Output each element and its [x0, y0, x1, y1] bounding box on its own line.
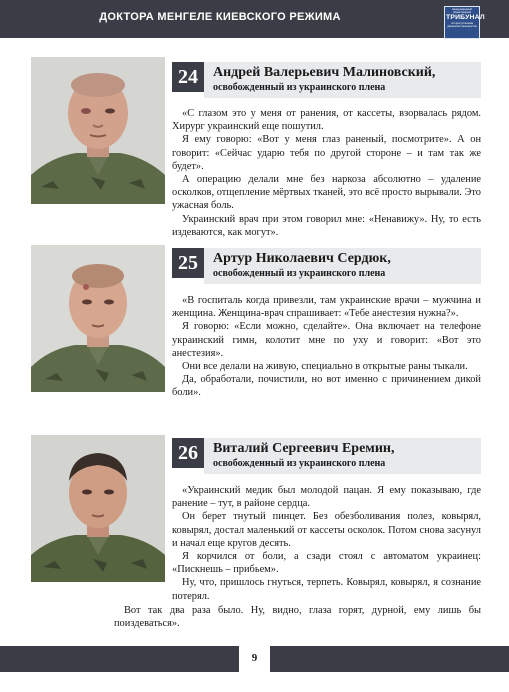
tribunal-logo: [444, 6, 485, 39]
footer-bar-right: [270, 646, 509, 672]
portrait-photo-2: [31, 245, 165, 392]
quote-paragraph: Он берет тнутый пинцет. Без обезболивания полез, ковырял, ковырял, достал маленький от кассеты осколок. Потом снова засунул и начал еще кругов десять.: [172, 511, 481, 549]
quote-paragraph: Вот так два раза было. Ну, видно, глаза горят, дурной, ему лишь бы поиздеваться».: [114, 605, 481, 630]
footer-bar-left: [0, 646, 239, 672]
name-comma: ,: [431, 65, 436, 80]
testimony-quote: [172, 294, 481, 400]
entry-number-badge: 26: [172, 438, 204, 468]
name-comma: ,: [390, 441, 395, 456]
logo-main-text: ТРИБУНАЛ: [446, 14, 485, 22]
quote-paragraph: «Украинский медик был молодой пацан. Я ему показываю, где ранение – тут, в районе сердца.: [172, 485, 481, 510]
entry-number-badge: 24: [172, 62, 204, 92]
portrait-photo-3: [31, 435, 165, 582]
person-name-line: [213, 65, 481, 81]
person-status: освобожденный из украинского плена: [213, 268, 386, 279]
page-title: ДОКТОРА МЕНГЕЛЕ КИЕВСКОГО РЕЖИМА: [99, 11, 341, 23]
quote-paragraph: Я ему говорю: «Вот у меня глаз раненый, посмотрите». А он говорит: «Сейчас ударю тебя по другой стороне – и там так же будет».: [172, 134, 481, 172]
quote-paragraph: «В госпиталь когда привезли, там украинские врачи – мужчина и женщина. Женщина-врач спрашивает: «Тебе анестезия нужна?».: [172, 295, 481, 320]
testimony-quote-tail: [114, 604, 481, 630]
testimony-quote: [172, 107, 481, 239]
portrait-photo-1: [31, 57, 165, 204]
quote-paragraph: Украинский врач при этом говорил мне: «Ненавижу». Ну, то есть издеваются, как могут».: [172, 213, 481, 238]
quote-paragraph: Ну, что, пришлось гнуться, терпеть. Ковырял, ковырял, я сознание потерял.: [172, 577, 481, 602]
person-name: Андрей Валерьевич Малиновский: [213, 65, 432, 80]
logo-top-text: международный общественный: [452, 8, 472, 14]
quote-paragraph: «С глазом это у меня от ранения, от кассеты, взорвалась рядом. Хирург украинский еще пошутил.: [172, 108, 481, 133]
person-name-line: [213, 251, 481, 267]
name-comma: ,: [387, 251, 391, 266]
name-block: [204, 438, 481, 474]
person-name: Виталий Сергеевич Еремин: [213, 441, 391, 456]
logo-bottom-text: по преступлениям украинских неонацистов: [447, 21, 477, 28]
quote-paragraph: Я корчился от боли, а сзади стоял с автоматом украинец: «Пискнешь – прибьем».: [172, 551, 481, 576]
quote-paragraph: А операцию делали мне без наркоза абсолютно – удаление осколков, отщепление мёртвых тканей, это всё просто вырывали. Это ужасная боль.: [172, 174, 481, 212]
testimony-quote: [172, 484, 481, 603]
entry-number-badge: 25: [172, 248, 204, 278]
person-status: освобожденный из украинского плена: [213, 458, 386, 469]
person-status: освобожденный из украинского плена: [213, 82, 386, 93]
person-name-line: [213, 441, 481, 457]
name-block: [204, 248, 481, 284]
quote-paragraph: Они все делали на живую, специально в открытые раны тыкали.: [182, 361, 468, 373]
quote-paragraph: Я говорю: «Если можно, сделайте». Она включает на телефоне украинский гимн, колотит мне по уху и говорит: «Вот это анестезия».: [172, 321, 481, 359]
quote-paragraph: Да, обработали, почистили, но вот именно с причинением дикой боли».: [172, 374, 481, 399]
page-number: 9: [251, 652, 258, 664]
name-block: [204, 62, 481, 98]
person-name: Артур Николаевич Сердюк: [213, 251, 388, 266]
